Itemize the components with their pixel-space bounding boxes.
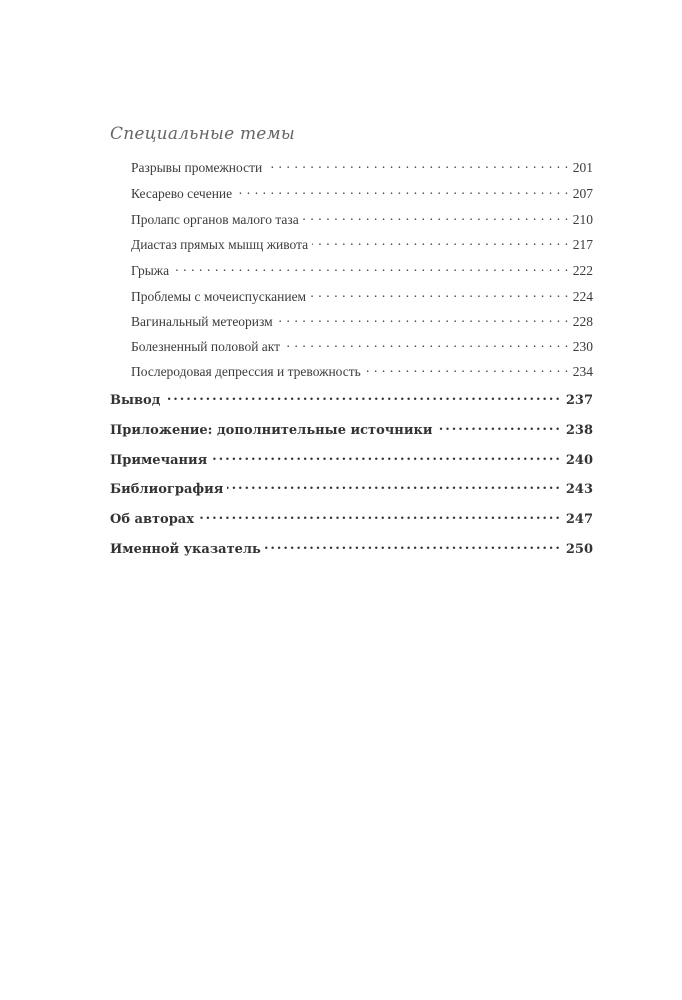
dot-leader: [310, 287, 569, 301]
dot-leader: [164, 391, 561, 404]
dot-leader: [365, 362, 569, 376]
toc-entry[interactable]: [131, 287, 593, 305]
toc-main-entry-label: Примечания: [110, 453, 208, 468]
toc-main-entry-label: Приложение: дополнительные источники: [110, 423, 433, 438]
toc-entry[interactable]: [131, 158, 593, 176]
toc-entry[interactable]: [131, 184, 593, 202]
toc-entry[interactable]: [131, 210, 593, 228]
toc-entry[interactable]: [131, 337, 593, 355]
toc-main-entry[interactable]: [110, 391, 593, 408]
dot-leader: [277, 312, 569, 326]
toc-main-entry-label: Вывод: [110, 393, 161, 408]
toc-main-entry[interactable]: [110, 421, 593, 438]
toc-entry-page: 230: [572, 338, 593, 354]
dot-leader: [211, 451, 562, 464]
toc-entry-label: Кесарево сечение: [131, 185, 233, 201]
toc-entry-label: Болезненный половой акт: [131, 338, 281, 354]
dot-leader: [198, 510, 562, 523]
dot-leader: [312, 235, 569, 249]
toc-entry-label: Вагинальный метеоризм: [131, 313, 273, 329]
toc-entry-page: 222: [572, 262, 593, 278]
toc-entry-page: 224: [572, 288, 593, 304]
toc-main-entry-label: Именной указатель: [110, 542, 261, 557]
toc-entry-label: Диастаз прямых мышц живота: [131, 236, 309, 252]
toc-entry-label: Грыжа: [131, 262, 170, 278]
toc-entry-page: 234: [572, 363, 593, 379]
toc-main-entry[interactable]: [110, 480, 593, 497]
toc-entry-page: 210: [572, 211, 593, 227]
toc-entry-page: 207: [572, 185, 593, 201]
dot-leader: [437, 421, 562, 434]
toc-entry-page: 217: [572, 236, 593, 252]
toc-entry[interactable]: [131, 312, 593, 330]
toc-entry[interactable]: [131, 362, 593, 380]
toc-entry-label: Разрывы промежности: [131, 159, 263, 175]
toc-entry-page: 201: [572, 159, 593, 175]
dot-leader: [227, 480, 562, 493]
toc-main-entry[interactable]: [110, 510, 593, 527]
toc-main-entry[interactable]: [110, 451, 593, 468]
toc-entry-page: 228: [572, 313, 593, 329]
toc-main-entry[interactable]: [110, 540, 593, 557]
dot-leader: [173, 261, 569, 275]
dot-leader: [303, 210, 569, 224]
toc-main-entry-page: 240: [565, 453, 593, 468]
toc-main-entry-page: 238: [565, 423, 593, 438]
toc-entry-label: Проблемы с мочеиспусканием: [131, 288, 307, 304]
toc-main-entry-label: Об авторах: [110, 512, 194, 527]
toc-main-entry-page: 247: [565, 512, 593, 527]
toc-entry[interactable]: [131, 235, 593, 253]
section-title: Специальные темы: [110, 124, 295, 144]
dot-leader: [266, 158, 569, 172]
toc-entry[interactable]: [131, 261, 593, 279]
toc-main-entry-label: Библиография: [110, 482, 224, 497]
toc-main-entry-page: 250: [565, 542, 593, 557]
toc-main-entry-page: 237: [565, 393, 593, 408]
toc-entry-label: Послеродовая депрессия и тревожность: [131, 363, 361, 379]
dot-leader: [236, 184, 569, 198]
toc-entry-label: Пролапс органов малого таза: [131, 211, 299, 227]
toc-main-entry-page: 243: [565, 482, 593, 497]
dot-leader: [265, 540, 562, 553]
dot-leader: [284, 337, 569, 351]
